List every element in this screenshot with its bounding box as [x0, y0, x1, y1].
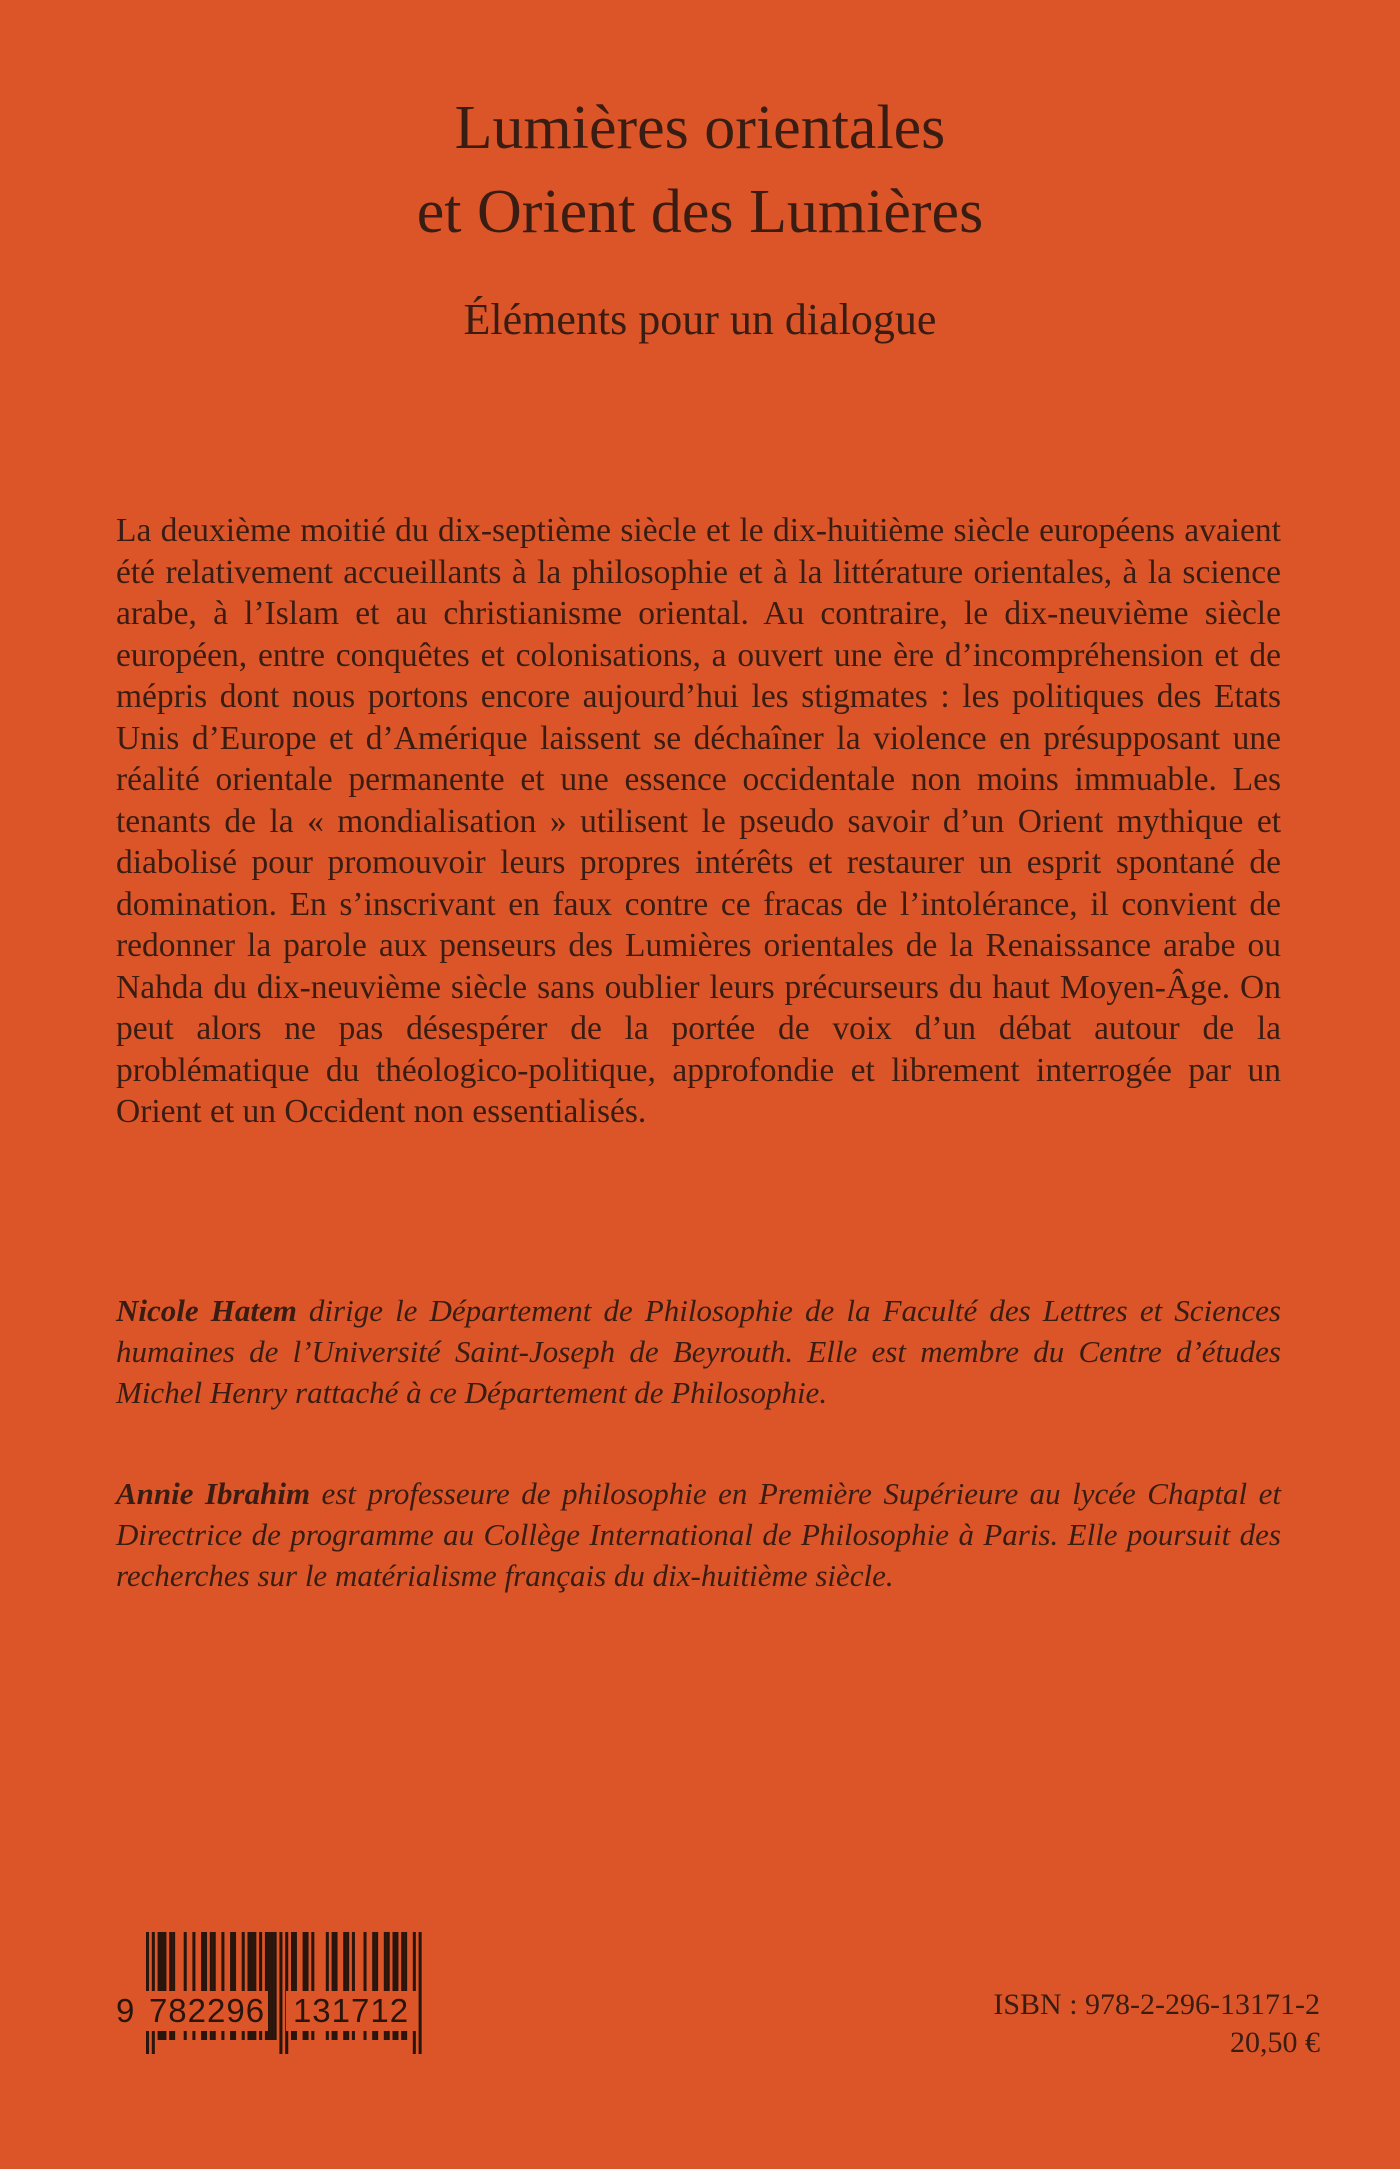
title-line-2: et Orient des Lumières — [416, 178, 984, 246]
author-name-1: Nicole Hatem — [116, 1293, 297, 1328]
author-bio-text-1: dirige le Département de Philosophie de la Faculté des Lettres et Sciences humaines de l’Université Saint-Joseph de Beyrouth. Elle est membre du Centre d’études Michel Henry rattaché à ce Département de Philosophie. — [116, 1293, 1281, 1410]
title-line-1: Lumières orientales — [454, 94, 946, 162]
book-price: 20,50 € — [1230, 2026, 1320, 2059]
isbn-number: ISBN : 978-2-296-13171-2 — [993, 1988, 1320, 2021]
barcode-left-group: 782296 — [146, 1991, 268, 2031]
book-subtitle: Éléments pour un dialogue — [463, 295, 937, 344]
back-cover-blurb: La deuxième moitié du dix-septième siècle et le dix-huitième siècle européens avaient été relativement accueillants à la philosophie et à la littérature orientales, à la science arabe, à l’Islam et au christianisme oriental. Au contraire, le dix-neuvième siècle européen, entre conquêtes et colonisations, a ouvert une ère d’incompréhension et de mépris dont nous portons encore aujourd’hui les stigmates : les politiques des Etats Unis d’Europe et d’Amérique laissent se déchaîner la violence en présupposant une réalité orientale permanente et une essence occidentale non moins immuable. Les tenants de la « mondialisation » utilisent le pseudo savoir d’un Orient mythique et diabolisé pour promouvoir leurs propres intérêts et restaurer un esprit spontané de domination. En s’inscrivant en faux contre ce fracas de l’intolérance, il convient de redonner la parole aux penseurs des Lumières orientales de la Renaissance arabe ou Nahda du dix-neuvième siècle sans oublier leurs précurseurs du haut Moyen-Âge. On peut alors ne pas désespérer de la portée de voix d’un débat autour de la problématique du théologico-politique, approfondie et librement interrogée par un Orient et un Occident non essentialisés. — [116, 512, 1281, 1130]
barcode-first-digit: 9 — [116, 1992, 135, 2029]
barcode-right-group: 131712 — [286, 1991, 416, 2031]
author-bio-1 — [116, 1290, 1281, 1413]
barcode-digits — [116, 1991, 426, 2031]
author-bio-2 — [116, 1473, 1281, 1596]
book-title — [0, 86, 1400, 254]
author-name-2: Annie Ibrahim — [116, 1476, 311, 1511]
author-bio-text-2: est professeure de philosophie en Première Supérieure au lycée Chaptal et Directrice de programme au Collège International de Philosophie à Paris. Elle poursuit des recherches sur le matérialisme français du dix-huitième siècle. — [116, 1476, 1282, 1593]
